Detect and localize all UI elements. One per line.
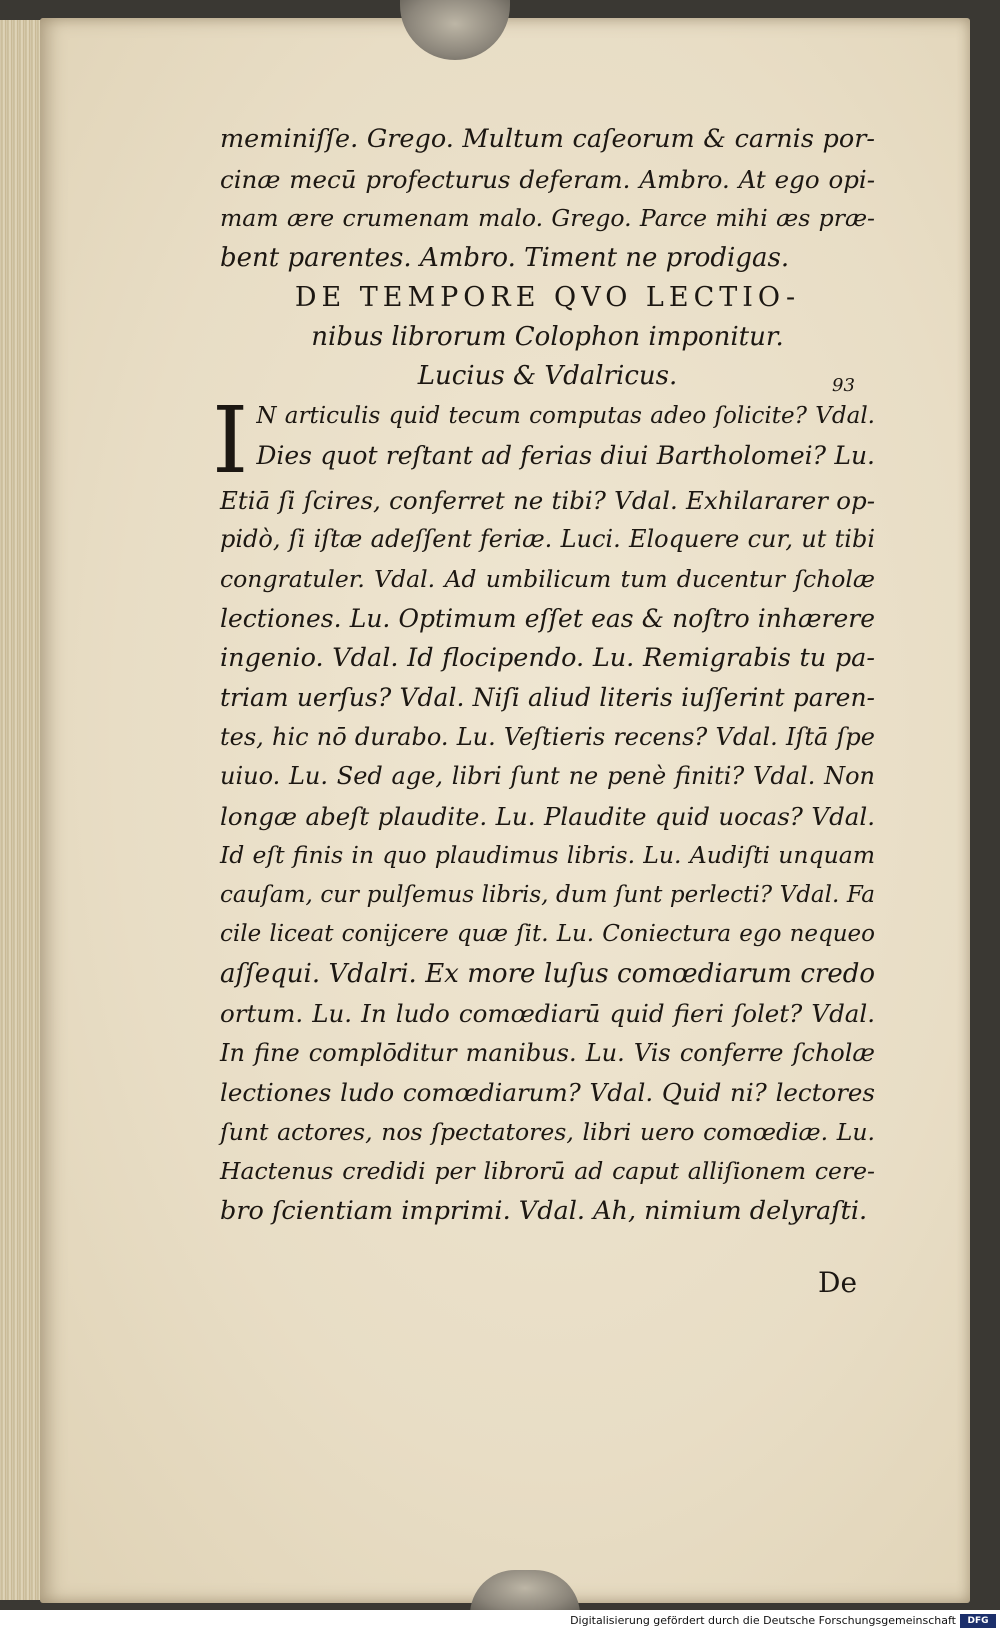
drop-cap: I — [212, 386, 249, 494]
text-line: cile liceat conijcere quæ ſit. Lu. Coniectura ego nequeo — [220, 921, 875, 947]
text-line: mam ære crumenam malo. Grego. Parce mihi æs præ- — [220, 204, 875, 232]
funding-notice: Digitalisierung gefördert durch die Deutsche Forschungsgemeinschaft — [570, 1614, 956, 1627]
text-line: pidò, ſi iſtæ adeſſent feriæ. Luci. Eloquere cur, ut tibi — [220, 525, 875, 553]
text-line: ortum. Lu. In ludo comœdiarū quid fieri ſolet? Vdal. — [220, 999, 875, 1028]
text-line: Id eſt finis in quo plaudimus libris. Lu. Audiſti unquam — [220, 841, 875, 869]
text-line: aſſequi. Vdalri. Ex more luſus comœdiarum credo — [220, 958, 875, 989]
text-line: cauſam, cur pulſemus libris, dum ſunt perlecti? Vdal. Fa — [220, 881, 875, 908]
text-line: In fine complōditur manibus. Lu. Vis conferre ſcholæ — [220, 1038, 875, 1067]
text-line: uiuo. Lu. Sed age, libri ſunt ne penè finiti? Vdal. Non — [220, 762, 875, 790]
section-subheading: nibus librorum Colophon imponitur. — [311, 321, 784, 352]
catchword: De — [818, 1266, 858, 1299]
text-line: Dies quot reſtant ad ferias diui Bartholomei? Lu. — [256, 441, 875, 470]
folio-number: 93 — [832, 375, 855, 396]
text-line: cinæ mecū profecturus deferam. Ambro. At ego opi- — [220, 164, 875, 194]
text-line: Etiā ſi ſcires, conferret ne tibi? Vdal. Exhilararer op- — [220, 485, 875, 515]
text-line: longæ abeſt plaudite. Lu. Plaudite quid uocas? Vdal. — [220, 801, 875, 831]
section-heading: DE TEMPORE QVO LECTIO- — [294, 282, 801, 313]
text-line: ſunt actores, nos ſpectatores, libri uero comœdiæ. Lu. — [220, 1117, 875, 1146]
text-line: ingenio. Vdal. Id flocipendo. Lu. Remigrabis tu pa- — [220, 642, 875, 673]
text-line: bro ſcientiam imprimi. Vdal. Ah, nimium delyraſti. — [220, 1195, 868, 1226]
text-line: N articulis quid tecum computas adeo ſolicite? Vdal. — [256, 402, 875, 429]
book-page-edges — [0, 20, 45, 1600]
text-line: meminiſſe. Grego. Multum caſeorum & carnis por- — [220, 124, 875, 154]
text-line: lectiones ludo comœdiarum? Vdal. Quid ni? lectores — [220, 1078, 875, 1107]
text-line: bent parentes. Ambro. Timent ne prodigas. — [220, 242, 790, 273]
text-line: congratuler. Vdal. Ad umbilicum tum ducentur ſcholæ — [220, 564, 875, 593]
text-block — [212, 120, 875, 1231]
text-line: tes, hic nō durabo. Lu. Veſtieris recens? Vdal. Iſtā ſpe — [220, 722, 875, 751]
dfg-logo: DFG — [960, 1614, 996, 1628]
text-line: Hactenus credidi per librorū ad caput alliſionem cere- — [220, 1157, 875, 1185]
text-line: lectiones. Lu. Optimum eſſet eas & noſtro inhærere — [220, 604, 875, 633]
speakers-line: Lucius & Vdalricus. — [417, 361, 678, 391]
footer-bar — [0, 1612, 1000, 1630]
text-line: triam uerſus? Vdal. Niſi aliud literis iuſſerint paren- — [220, 683, 875, 712]
